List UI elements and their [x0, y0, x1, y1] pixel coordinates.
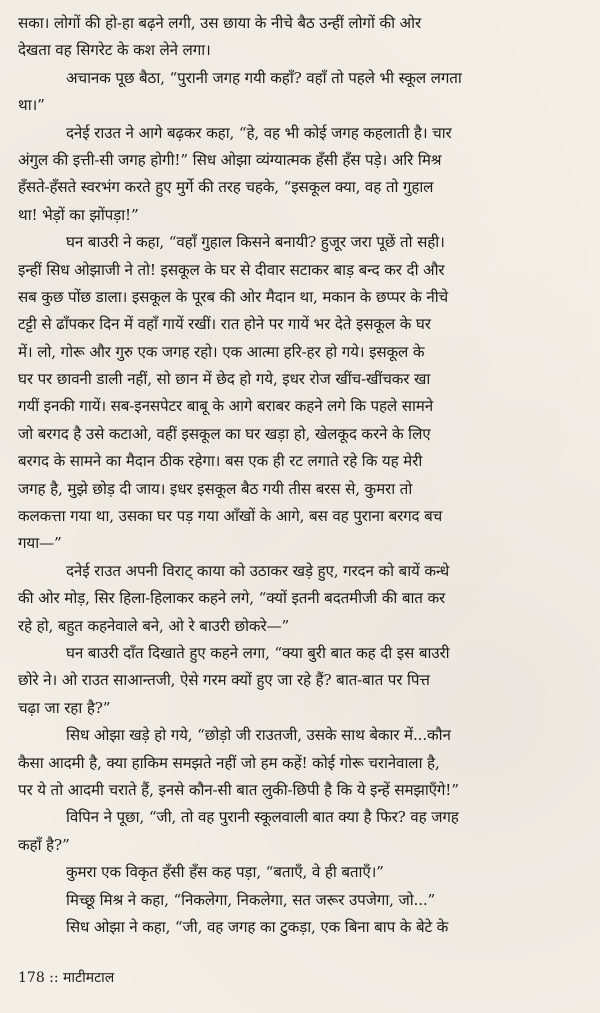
text-line: इन्हीं सिध ओझाजी ने तो! इसकूल के घर से दीवार सटाकर बाड़ बन्द कर दी और	[18, 260, 445, 279]
text-line: घर पर छावनी डाली नहीं, सो छान में छेद हो गये, इधर रोज खींच-खींचकर खा	[18, 370, 431, 389]
text-line: सका। लोगों की हो-हा बढ़ने लगी, उस छाया के नीचे बैठ उन्हीं लोगों की ओर	[18, 14, 422, 32]
text-line: कलकत्ता गया था, उसका घर पड़ गया आँखों के आगे, बस वह पुराना बरगद बच	[18, 507, 443, 526]
text-line: की ओर मोड़, सिर हिला-हिलाकर कहने लगे, “क्यों इतनी बदतमीजी की बात कर	[18, 589, 446, 608]
text-line: टट्टी से ढाँपकर दिन में वहाँ गायें रखीं। रात होने पर गायें भर देते इसकूल के घर	[18, 315, 431, 334]
text-line: चढ़ा जा रहा है?”	[18, 698, 111, 717]
page-body	[18, 10, 586, 941]
text-line: जो बरगद है उसे कटाओ, वहीं इसकूल का घर खड़ा हो, खेलकूद करने के लिए	[18, 424, 431, 443]
text-line: देखता वह सिगरेट के कश लेने लगा।	[18, 41, 211, 60]
text-line: सिध ओझा ने कहा, “जी, वह जगह का टुकड़ा, एक बिना बाप के बेटे के	[66, 917, 449, 936]
text-line: मिच्छू मिश्र ने कहा, “निकलेगा, निकलेगा, सत जरूर उपजेगा, जो...”	[66, 890, 436, 909]
text-line: जगह है, मुझे छोड़ दी जाय। इधर इसकूल बैठ गयी तीस बरस से, कुमरा तो	[18, 479, 413, 498]
text-line: में। लो, गोरू और गुरु एक जगह रहो। एक आत्मा हरि-हर हो गये। इसकूल के	[18, 342, 425, 361]
text-line: था।”	[18, 96, 45, 115]
text-line: हँसते-हँसते स्वरभंग करते हुए मुर्गे की तरह चहके, “इसकूल क्या, वह तो गुहाल	[18, 178, 434, 197]
text-line: छोरे ने। ओ राउत साआन्तजी, ऐसे गरम क्यों हुए जा रहे हैं? बात-बात पर पित्त	[18, 671, 430, 690]
text-line: अंगुल की इत्ती-सी जगह होगी!” सिध ओझा व्यंग्यात्मक हँसी हँस पड़े। अरि मिश्र	[18, 150, 442, 169]
page-footer: 178 :: माटीमटाल	[18, 970, 115, 986]
text-line: बरगद के सामने का मैदान ठीक रहेगा। बस एक ही रट लगाते रहे कि यह मेरी	[18, 452, 423, 471]
text-line: विपिन ने पूछा, “जी, तो वह पुरानी स्कूलवाली बात क्या है फिर? वह जगह	[66, 808, 459, 827]
text-line: रहे हो, बहुत कहनेवाले बने, ओ रे बाउरी छोकरे—”	[18, 616, 290, 635]
text-line: अचानक पूछ बैठा, “पुरानी जगह गयी कहाँ? वहाँ तो पहले भी स्कूल लगता	[66, 68, 462, 87]
text-line: कुमरा एक विकृत हँसी हँस कह पड़ा, “बताएँ, वे ही बताएँ।”	[66, 863, 384, 882]
text-line: कहाँ है?”	[18, 835, 70, 854]
text-line: दनेई राउत ने आगे बढ़कर कहा, “हे, वह भी कोई जगह कहलाती है। चार	[66, 123, 452, 142]
text-line: गयीं इनकी गायें। सब-इनसपेटर बाबू के आगे बराबर कहने लगे कि पहले सामने	[18, 397, 433, 416]
text-line: सब कुछ पोंछ डाला। इसकूल के पूरब की ओर मैदान था, मकान के छप्पर के नीचे	[18, 287, 449, 306]
text-line: पर ये तो आदमी चराते हैं, इनसे कौन-सी बात लुकी-छिपी है कि ये इन्हें समझाएँगे!”	[18, 780, 459, 799]
text-line: था! भेड़ों का झोंपड़ा!”	[18, 205, 139, 224]
text-line: सिध ओझा खड़े हो गये, “छोड़ो जी राउतजी, उसके साथ बेकार में...कौन	[66, 726, 451, 745]
text-line: कैसा आदमी है, क्या हाकिम समझते नहीं जो हम कहें! कोई गोरू चरानेवाला है,	[18, 753, 440, 772]
text-line: दनेई राउत अपनी विराट् काया को उठाकर खड़े हुए, गरदन को बायें कन्धे	[66, 561, 450, 580]
text-line: घन बाउरी दाँत दिखाते हुए कहने लगा, “क्या बुरी बात कह दी इस बाउरी	[66, 643, 450, 662]
text-line: गया—”	[18, 534, 62, 553]
text-line: घन बाउरी ने कहा, “वहाँ गुहाल किसने बनायी? हुजूर जरा पूछें तो सही।	[66, 233, 445, 252]
